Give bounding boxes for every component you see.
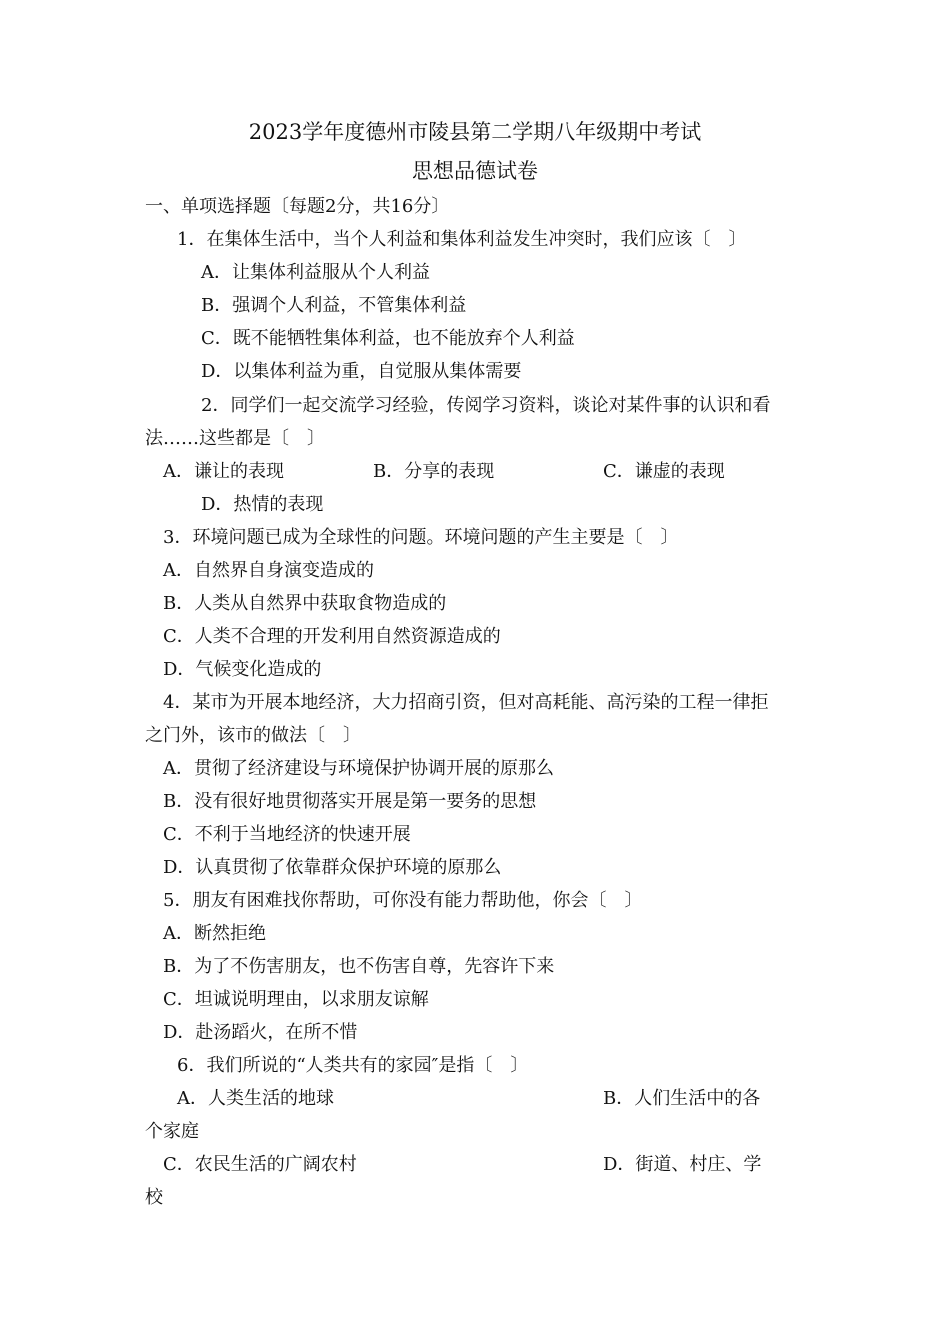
question-6-stem: 6．我们所说的“人类共有的家园″是指〔 〕 bbox=[177, 1055, 529, 1076]
question-6-option-a: A．人类生活的地球 bbox=[177, 1088, 334, 1109]
question-1-option-c: C．既不能牺牲集体利益，也不能放弃个人利益 bbox=[201, 328, 575, 349]
question-2-option-c: C．谦虚的表现 bbox=[603, 461, 725, 482]
question-1-option-a: A．让集体利益服从个人利益 bbox=[201, 262, 430, 283]
section-heading: 一、单项选择题〔每题2分，共16分〕 bbox=[145, 196, 450, 217]
question-5-option-d: D．赴汤蹈火，在所不惜 bbox=[163, 1022, 358, 1043]
question-3-option-d: D．气候变化造成的 bbox=[163, 659, 322, 680]
question-6-option-d: D．街道、村庄、学 bbox=[603, 1154, 762, 1175]
question-5-stem: 5．朋友有困难找你帮助，可你没有能力帮助他，你会〔 〕 bbox=[163, 890, 643, 911]
question-5-option-c: C．坦诚说明理由，以求朋友谅解 bbox=[163, 989, 429, 1010]
question-6-option-b: B．人们生活中的各 bbox=[603, 1088, 761, 1109]
exam-subtitle: 思想品德试卷 bbox=[412, 159, 538, 183]
question-5-option-a: A．断然拒绝 bbox=[163, 923, 266, 944]
question-4-stem-line2: 之门外，该市的做法〔 〕 bbox=[145, 725, 361, 746]
exam-title: 2023学年度德州市陵县第二学期八年级期中考试 bbox=[248, 120, 702, 144]
question-2-stem-line2: 法……这些都是〔 〕 bbox=[145, 428, 325, 449]
question-2-option-d: D．热情的表现 bbox=[201, 494, 324, 515]
question-1-option-d: D．以集体利益为重，自觉服从集体需要 bbox=[201, 361, 522, 382]
question-4-option-a: A．贯彻了经济建设与环境保护协调开展的原那么 bbox=[163, 758, 554, 779]
question-3-option-b: B．人类从自然界中获取食物造成的 bbox=[163, 593, 447, 614]
question-4-option-c: C．不利于当地经济的快速开展 bbox=[163, 824, 411, 845]
question-3-option-c: C．人类不合理的开发利用自然资源造成的 bbox=[163, 626, 501, 647]
question-6-option-b-cont: 个家庭 bbox=[145, 1121, 199, 1142]
question-2-option-b: B．分享的表现 bbox=[373, 461, 495, 482]
question-4-option-b: B．没有很好地贯彻落实开展是第一要务的思想 bbox=[163, 791, 537, 812]
question-6-option-d-cont: 校 bbox=[145, 1187, 163, 1208]
question-4-stem-line1: 4．某市为开展本地经济，大力招商引资，但对高耗能、高污染的工程一律拒 bbox=[163, 692, 769, 713]
question-5-option-b: B．为了不伤害朋友，也不伤害自尊，先容许下来 bbox=[163, 956, 555, 977]
question-1-stem: 1．在集体生活中，当个人利益和集体利益发生冲突时，我们应该〔 〕 bbox=[177, 229, 747, 250]
question-2-option-a: A．谦让的表现 bbox=[163, 461, 284, 482]
question-6-option-c: C．农民生活的广阔农村 bbox=[163, 1154, 357, 1175]
question-2-stem-line1: 2．同学们一起交流学习经验，传阅学习资料，谈论对某件事的认识和看 bbox=[201, 395, 771, 416]
question-1-option-b: B．强调个人利益，不管集体利益 bbox=[201, 295, 467, 316]
question-3-option-a: A．自然界自身演变造成的 bbox=[163, 560, 374, 581]
question-4-option-d: D．认真贯彻了依靠群众保护环境的原那么 bbox=[163, 857, 502, 878]
question-3-stem: 3．环境问题已成为全球性的问题。环境问题的产生主要是〔 〕 bbox=[163, 527, 679, 548]
